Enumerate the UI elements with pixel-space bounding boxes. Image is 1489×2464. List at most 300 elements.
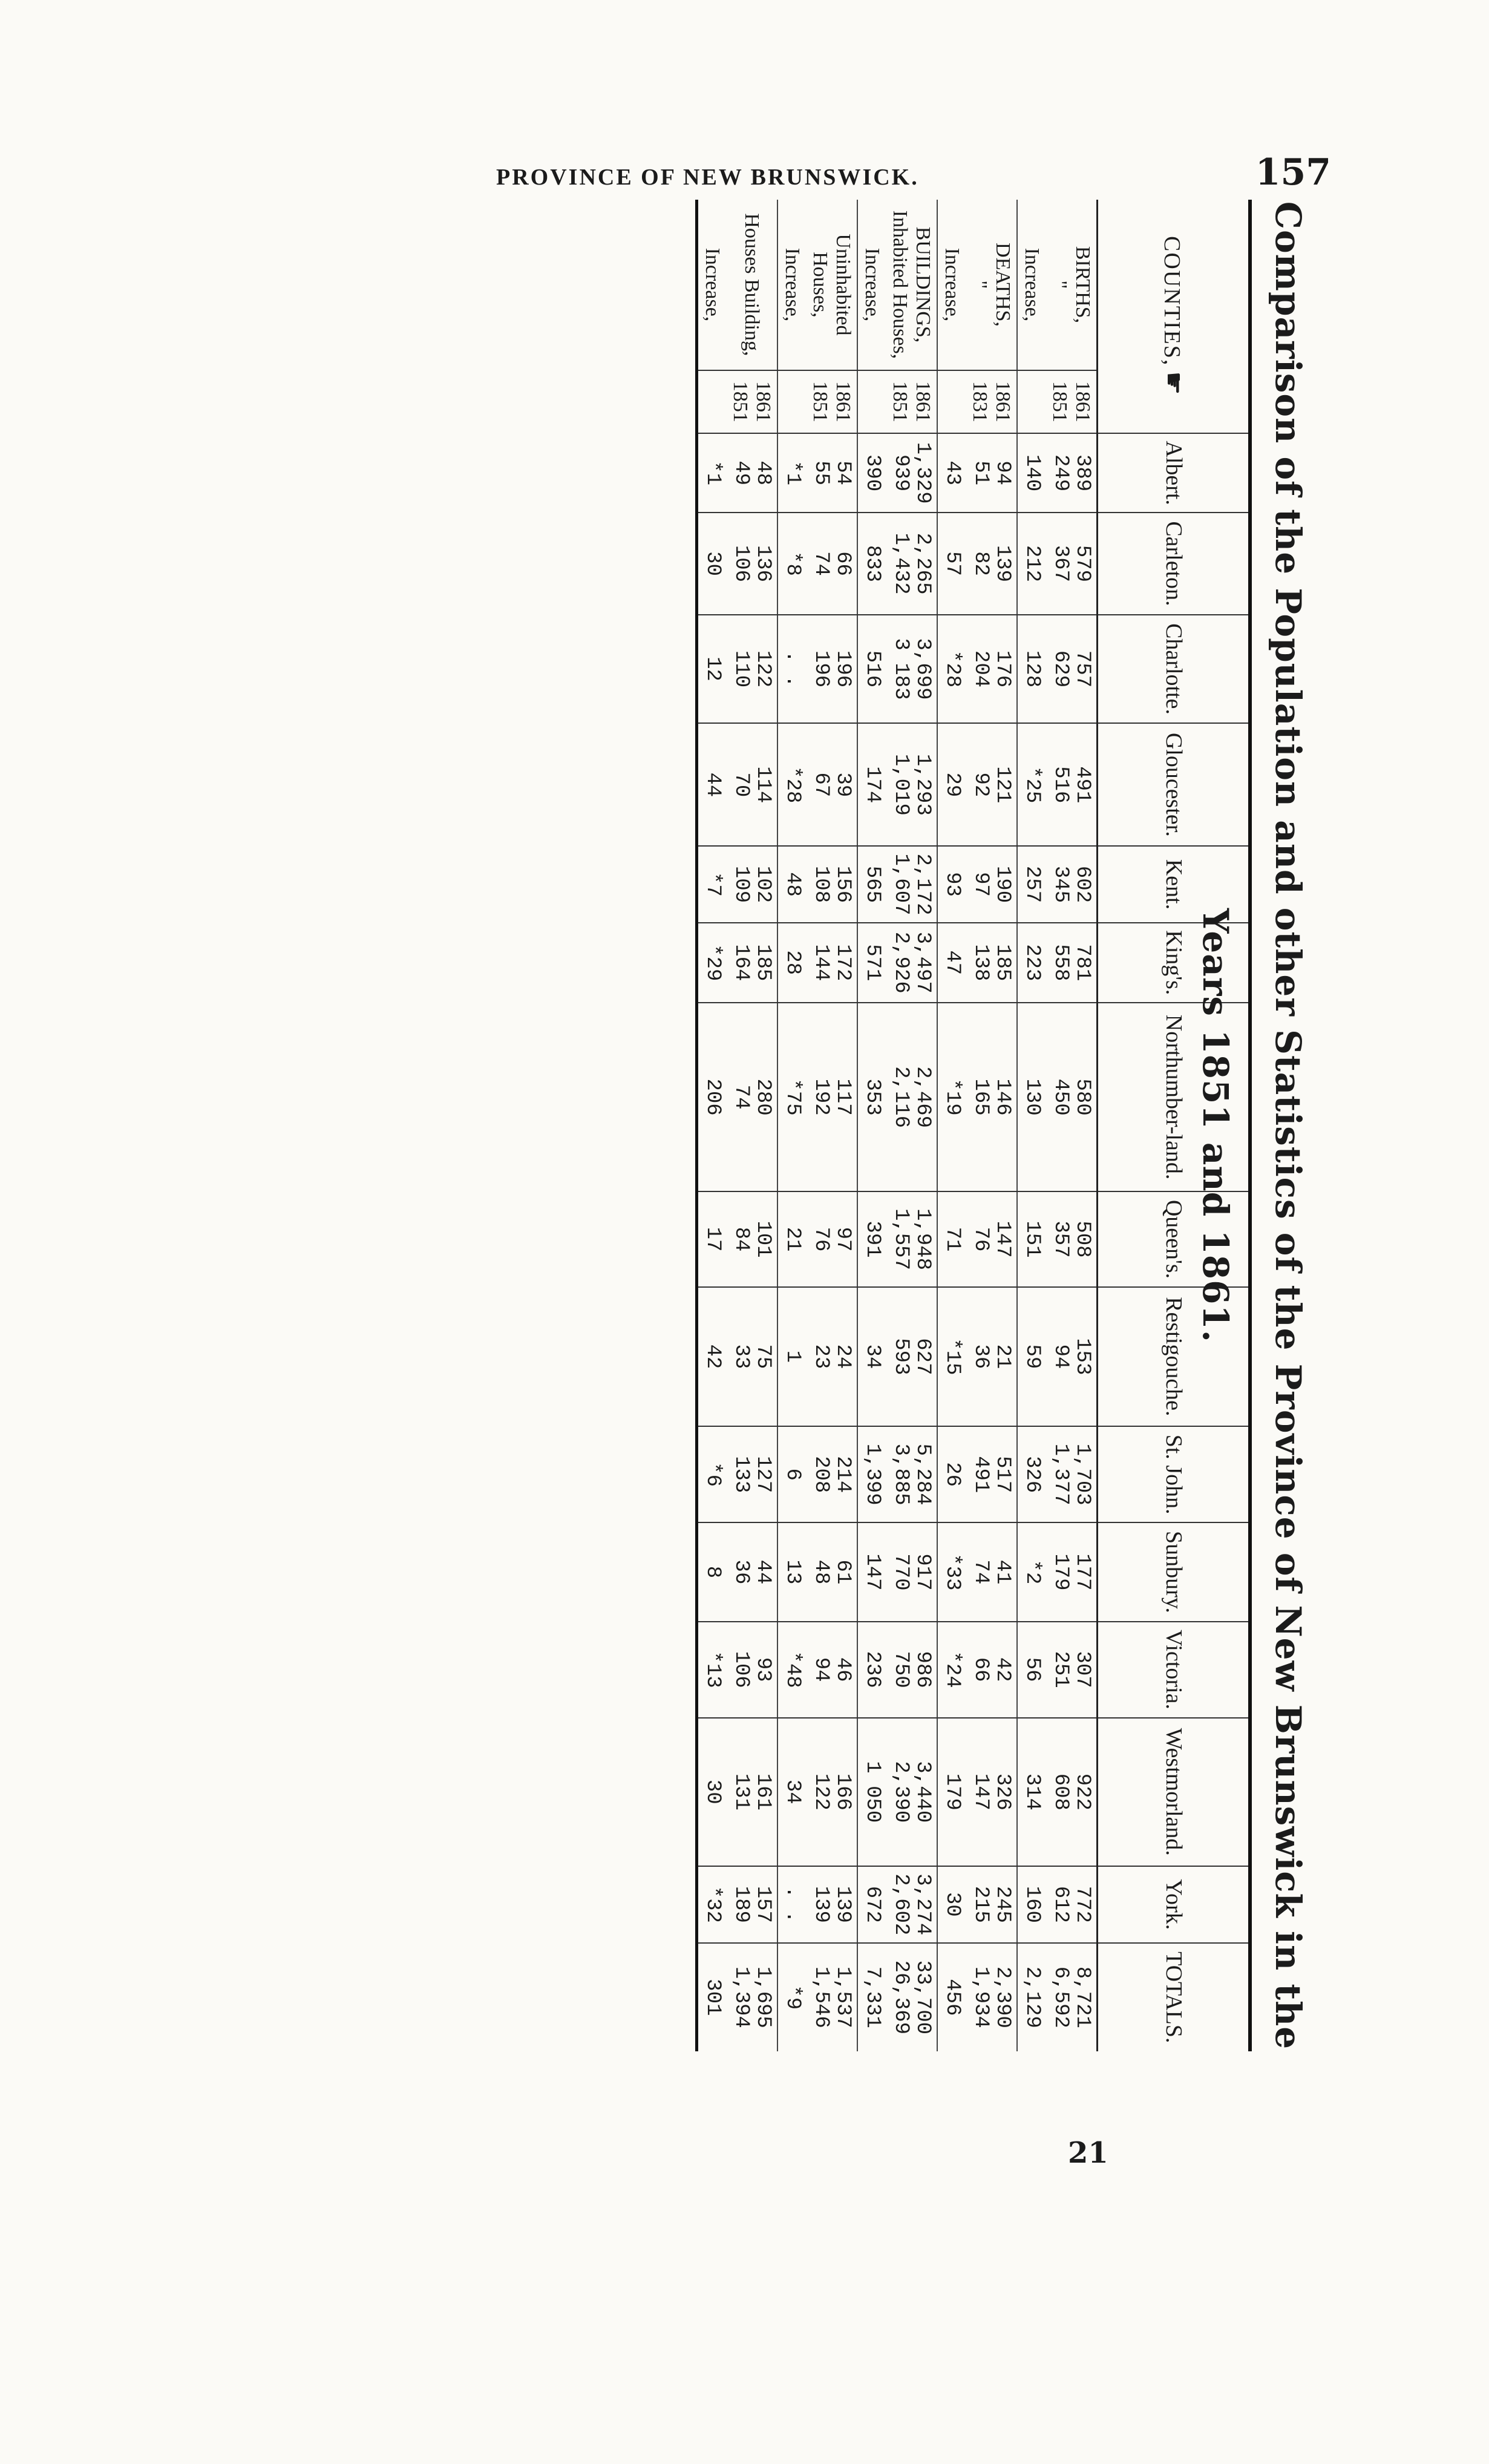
row-label — [726, 200, 777, 370]
cell-value: 781 — [1070, 944, 1094, 981]
cell-value: 770 — [889, 1553, 912, 1591]
cell-value: 390 — [860, 454, 884, 492]
cell-value: 345 — [1049, 865, 1072, 903]
data-cell — [886, 615, 937, 724]
data-cell — [1017, 1718, 1046, 1867]
cell-value: 172 — [831, 944, 854, 981]
column-header: Sunbury. — [1098, 1522, 1251, 1621]
cell-value: 280 — [751, 1078, 774, 1116]
data-cell — [1046, 723, 1098, 846]
data-cell — [937, 1191, 966, 1286]
cell-value: *75 — [780, 1078, 804, 1116]
cell-value: 236 — [860, 1651, 884, 1688]
row-label — [697, 200, 727, 370]
cell-value: *28 — [780, 766, 804, 804]
cell-value: 44 — [701, 772, 724, 798]
data-cell — [857, 1426, 886, 1522]
data-cell — [806, 615, 857, 724]
year-cell — [697, 370, 727, 433]
data-cell — [1046, 433, 1098, 513]
cell-value: 2,172 — [911, 853, 934, 916]
data-cell — [726, 1866, 777, 1943]
data-cell — [966, 1866, 1017, 1943]
year-cell — [857, 370, 886, 433]
cell-value: 33,700 — [911, 1960, 934, 2034]
cell-value: 206 — [701, 1078, 724, 1116]
row-label-text: Increase, — [701, 247, 724, 322]
cell-value: 1,948 — [911, 1208, 934, 1270]
cell-value: 517 — [990, 1456, 1014, 1493]
cell-value: 602 — [1070, 865, 1094, 903]
cell-value: 1,607 — [889, 853, 912, 916]
cell-value: 151 — [1020, 1221, 1044, 1258]
data-cell — [697, 1622, 727, 1718]
cell-value: 257 — [1020, 865, 1044, 903]
cell-value: 101 — [751, 1221, 774, 1258]
cell-value: 192 — [810, 1078, 833, 1116]
row-label — [857, 200, 886, 370]
cell-value: 156 — [831, 865, 854, 903]
data-cell — [966, 846, 1017, 923]
data-cell — [937, 923, 966, 1003]
cell-value: 367 — [1049, 545, 1072, 583]
data-cell — [806, 1622, 857, 1718]
cell-value: 185 — [990, 944, 1014, 981]
data-cell — [1017, 1943, 1046, 2051]
cell-value: 93 — [751, 1657, 774, 1682]
data-cell — [777, 1943, 806, 2051]
cell-value: 491 — [969, 1456, 992, 1493]
data-cell — [1046, 615, 1098, 724]
cell-value: 672 — [860, 1886, 884, 1923]
data-cell — [937, 513, 966, 614]
row-label-text: Uninhabited — [832, 234, 854, 336]
cell-value: 47 — [940, 950, 964, 975]
table-body — [697, 200, 1098, 2051]
row-label — [777, 200, 806, 370]
year-label: 1851 — [809, 381, 831, 422]
cell-value: 1,557 — [889, 1208, 912, 1270]
year-label: 1851 — [729, 381, 751, 422]
cell-value: 1,329 — [911, 442, 934, 504]
data-cell — [777, 923, 806, 1003]
row-label — [966, 200, 1017, 370]
cell-value: 97 — [831, 1227, 854, 1252]
data-cell — [726, 1191, 777, 1286]
data-cell — [937, 1866, 966, 1943]
data-cell — [1046, 1003, 1098, 1191]
cell-value: 8 — [701, 1565, 724, 1579]
cell-value: 67 — [810, 772, 833, 798]
data-cell — [726, 615, 777, 724]
cell-value: 3,274 — [911, 1873, 934, 1936]
row-label-text: Increase, — [781, 247, 803, 322]
cell-value: 30 — [701, 1779, 724, 1804]
cell-value: 59 — [1020, 1344, 1044, 1369]
data-cell — [937, 846, 966, 923]
data-cell — [1046, 1866, 1098, 1943]
data-cell — [966, 1287, 1017, 1426]
cell-value: 189 — [730, 1886, 753, 1923]
stub-header-label: COUNTIES, — [1159, 236, 1185, 367]
data-cell — [777, 1003, 806, 1191]
data-cell — [966, 923, 1017, 1003]
cell-value: 48 — [780, 872, 804, 897]
cell-value: 92 — [969, 772, 992, 798]
cell-value: 147 — [990, 1221, 1014, 1258]
cell-value: 76 — [810, 1227, 833, 1252]
table-row — [726, 200, 777, 2051]
pointing-hand-icon: ☛ — [1159, 371, 1189, 396]
cell-value: 627 — [911, 1338, 934, 1375]
data-cell — [1017, 723, 1046, 846]
data-cell — [857, 846, 886, 923]
data-cell — [777, 513, 806, 614]
cell-value: 29 — [940, 772, 964, 798]
data-cell — [806, 1718, 857, 1867]
year-label: 1861 — [752, 381, 774, 422]
cell-value: 110 — [730, 650, 753, 688]
cell-value: 71 — [940, 1227, 964, 1252]
data-cell — [777, 1622, 806, 1718]
data-cell — [697, 1718, 727, 1867]
cell-value: *1 — [780, 460, 804, 486]
cell-value: *13 — [701, 1651, 724, 1688]
data-cell — [886, 1522, 937, 1621]
cell-value: 580 — [1070, 1078, 1094, 1116]
cell-value: *19 — [940, 1078, 964, 1116]
cell-value: 245 — [990, 1886, 1014, 1923]
cell-value: 56 — [1020, 1657, 1044, 1682]
data-cell — [777, 846, 806, 923]
data-cell — [966, 1943, 1017, 2051]
cell-value: 757 — [1070, 650, 1094, 688]
cell-value: 301 — [701, 1979, 724, 2016]
cell-value: 51 — [969, 460, 992, 486]
row-label-text: Houses Building, — [741, 213, 763, 356]
running-head: PROVINCE OF NEW BRUNSWICK. — [496, 165, 919, 190]
cell-value: 30 — [940, 1892, 964, 1917]
cell-value: 1,293 — [911, 753, 934, 816]
data-cell — [1046, 513, 1098, 614]
cell-value: 97 — [969, 872, 992, 897]
data-cell — [777, 1191, 806, 1286]
cell-value: 177 — [1070, 1553, 1094, 1591]
data-cell — [966, 1003, 1017, 1191]
data-cell — [697, 433, 727, 513]
data-cell — [726, 1426, 777, 1522]
data-cell — [1017, 1287, 1046, 1426]
data-cell — [806, 1522, 857, 1621]
year-cell — [937, 370, 966, 433]
cell-value: 66 — [969, 1657, 992, 1682]
cell-value: 75 — [751, 1344, 774, 1369]
row-label-text: DEATHS, — [992, 243, 1014, 327]
cell-value: *25 — [1020, 766, 1044, 804]
cell-value: 612 — [1049, 1886, 1072, 1923]
cell-value: 2,390 — [990, 1966, 1014, 2028]
data-cell — [697, 615, 727, 724]
cell-value: 7,331 — [860, 1966, 884, 2028]
cell-value: *2 — [1020, 1559, 1044, 1585]
cell-value: 160 — [1020, 1886, 1044, 1923]
cell-value: 114 — [751, 766, 774, 804]
cell-value: 833 — [860, 545, 884, 583]
cell-value: 357 — [1049, 1221, 1072, 1258]
cell-value: 44 — [751, 1559, 774, 1585]
data-cell — [886, 1943, 937, 2051]
data-cell — [1046, 1191, 1098, 1286]
data-cell — [1017, 433, 1046, 513]
cell-value: 2,129 — [1020, 1966, 1044, 2028]
column-header: St. John. — [1098, 1426, 1251, 1522]
data-cell — [726, 1287, 777, 1426]
data-cell — [857, 1622, 886, 1718]
column-header: TOTALS. — [1098, 1943, 1251, 2051]
cell-value: 593 — [889, 1338, 912, 1375]
column-header: Albert. — [1098, 433, 1251, 513]
data-cell — [886, 1191, 937, 1286]
cell-value: 1,537 — [831, 1966, 854, 2028]
cell-value: 986 — [911, 1651, 934, 1688]
cell-value: 1 — [780, 1350, 804, 1363]
data-cell — [806, 1943, 857, 2051]
data-cell — [777, 433, 806, 513]
cell-value: 106 — [730, 545, 753, 583]
data-cell — [806, 1426, 857, 1522]
data-cell — [886, 923, 937, 1003]
data-cell — [726, 1718, 777, 1867]
column-header: Queen's. — [1098, 1191, 1251, 1286]
data-cell — [806, 923, 857, 1003]
cell-value: 1,695 — [751, 1966, 774, 2028]
cell-value: 139 — [810, 1886, 833, 1923]
data-cell — [777, 723, 806, 846]
year-cell — [1017, 370, 1046, 433]
cell-value: . . — [780, 650, 804, 688]
cell-value: 307 — [1070, 1651, 1094, 1688]
cell-value: 13 — [780, 1559, 804, 1585]
cell-value: 21 — [780, 1227, 804, 1252]
cell-value: *7 — [701, 872, 724, 897]
data-cell — [966, 433, 1017, 513]
cell-value: 3 183 — [889, 638, 912, 700]
cell-value: 139 — [990, 545, 1014, 583]
data-cell — [697, 1191, 727, 1286]
cell-value: *33 — [940, 1553, 964, 1591]
cell-value: 46 — [831, 1657, 854, 1682]
data-cell — [777, 1426, 806, 1522]
data-cell — [1017, 1866, 1046, 1943]
data-cell — [806, 723, 857, 846]
cell-value: 571 — [860, 944, 884, 981]
cell-value: 5,284 — [911, 1443, 934, 1506]
cell-value: 223 — [1020, 944, 1044, 981]
data-cell — [1046, 1426, 1098, 1522]
cell-value: 66 — [831, 551, 854, 576]
cell-value: 608 — [1049, 1773, 1072, 1810]
year-cell — [886, 370, 937, 433]
data-cell — [697, 1866, 727, 1943]
row-label-text: Increase, — [861, 247, 883, 322]
cell-value: 34 — [780, 1779, 804, 1804]
cell-value: 579 — [1070, 545, 1094, 583]
cell-value: 94 — [990, 460, 1014, 486]
cell-value: 122 — [751, 650, 774, 688]
table-row — [886, 200, 937, 2051]
data-cell — [1017, 513, 1046, 614]
cell-value: 1,934 — [969, 1966, 992, 2028]
data-cell — [937, 723, 966, 846]
data-cell — [806, 433, 857, 513]
cell-value: 196 — [810, 650, 833, 688]
year-label: 1861 — [912, 381, 934, 422]
cell-value: 23 — [810, 1344, 833, 1369]
cell-value: 102 — [751, 865, 774, 903]
cell-value: 491 — [1070, 766, 1094, 804]
page-number: 157 — [1255, 151, 1331, 194]
table-row — [857, 200, 886, 2051]
data-cell — [886, 1426, 937, 1522]
year-label: 1831 — [969, 381, 991, 422]
data-cell — [697, 723, 727, 846]
row-label — [937, 200, 966, 370]
data-cell — [1017, 923, 1046, 1003]
cell-value: 146 — [990, 1078, 1014, 1116]
column-header: Charlotte. — [1098, 615, 1251, 724]
cell-value: 772 — [1070, 1886, 1094, 1923]
row-label — [1046, 200, 1098, 370]
cell-value: 174 — [860, 766, 884, 804]
data-cell — [726, 513, 777, 614]
data-cell — [857, 433, 886, 513]
data-cell — [806, 1003, 857, 1191]
cell-value: 76 — [969, 1227, 992, 1252]
cell-value: *6 — [701, 1462, 724, 1487]
rotated-table-block — [193, 200, 1324, 2051]
cell-value: . . — [780, 1886, 804, 1923]
cell-value: 161 — [751, 1773, 774, 1810]
cell-value: *29 — [701, 944, 724, 981]
row-sublabel-text: " — [969, 280, 991, 289]
data-cell — [1017, 1003, 1046, 1191]
cell-value: 136 — [751, 545, 774, 583]
cell-value: 109 — [730, 865, 753, 903]
cell-value: *24 — [940, 1651, 964, 1688]
data-cell — [777, 615, 806, 724]
cell-value: 204 — [969, 650, 992, 688]
row-label — [806, 200, 857, 370]
cell-value: 42 — [701, 1344, 724, 1369]
cell-value: 3,699 — [911, 638, 934, 700]
year-label: 1861 — [992, 381, 1014, 422]
cell-value: 1,019 — [889, 753, 912, 816]
data-cell — [937, 615, 966, 724]
cell-value: 41 — [990, 1559, 1014, 1585]
data-cell — [857, 723, 886, 846]
cell-value: 1,432 — [889, 532, 912, 595]
data-cell — [937, 1522, 966, 1621]
cell-value: 48 — [751, 460, 774, 486]
cell-value: 3,497 — [911, 931, 934, 994]
cell-value: 3,440 — [911, 1761, 934, 1823]
year-cell — [966, 370, 1017, 433]
table-title: Comparison of the Population and other Statistics of the Province of New Brunswick in the Years 1851 and 1861. — [1195, 201, 1309, 2050]
cell-value: 108 — [810, 865, 833, 903]
cell-value: 2,469 — [911, 1066, 934, 1129]
cell-value: 127 — [751, 1456, 774, 1493]
row-sublabel-text: " — [1049, 280, 1071, 289]
cell-value: 1,377 — [1049, 1443, 1072, 1506]
cell-value: 122 — [810, 1773, 833, 1810]
data-cell — [726, 846, 777, 923]
data-cell — [886, 1287, 937, 1426]
cell-value: *9 — [780, 1985, 804, 2010]
cell-value: 185 — [751, 944, 774, 981]
data-cell — [806, 1191, 857, 1286]
data-cell — [1046, 923, 1098, 1003]
cell-value: 165 — [969, 1078, 992, 1116]
cell-value: 922 — [1070, 1773, 1094, 1810]
column-header: Westmorland. — [1098, 1718, 1251, 1867]
cell-value: 144 — [810, 944, 833, 981]
row-label-text: BIRTHS, — [1072, 246, 1094, 324]
cell-value: 353 — [860, 1078, 884, 1116]
cell-value: 74 — [969, 1559, 992, 1585]
data-cell — [966, 1522, 1017, 1621]
data-cell — [1046, 1287, 1098, 1426]
column-header: Kent. — [1098, 846, 1251, 923]
data-cell — [857, 1287, 886, 1426]
cell-value: 558 — [1049, 944, 1072, 981]
data-cell — [886, 1003, 937, 1191]
data-cell — [966, 1426, 1017, 1522]
cell-value: 2,390 — [889, 1761, 912, 1823]
cell-value: 1 050 — [860, 1761, 884, 1823]
cell-value: 74 — [810, 551, 833, 576]
cell-value: 54 — [831, 460, 854, 486]
data-cell — [857, 923, 886, 1003]
cell-value: *32 — [701, 1886, 724, 1923]
signature-mark: 21 — [1068, 2136, 1108, 2170]
cell-value: 196 — [831, 650, 854, 688]
data-cell — [886, 1622, 937, 1718]
table-row — [966, 200, 1017, 2051]
table-row — [937, 200, 966, 2051]
data-cell — [806, 513, 857, 614]
column-header: King's. — [1098, 923, 1251, 1003]
cell-value: 147 — [860, 1553, 884, 1591]
data-cell — [1046, 1943, 1098, 2051]
table-row — [806, 200, 857, 2051]
cell-value: 179 — [1049, 1553, 1072, 1591]
cell-value: 326 — [1020, 1456, 1044, 1493]
data-cell — [886, 433, 937, 513]
data-cell — [937, 1426, 966, 1522]
cell-value: 117 — [831, 1078, 854, 1116]
data-cell — [1017, 1622, 1046, 1718]
cell-value: 106 — [730, 1651, 753, 1688]
year-label: 1861 — [1072, 381, 1094, 422]
cell-value: 70 — [730, 772, 753, 798]
cell-value: 28 — [780, 950, 804, 975]
data-cell — [857, 1191, 886, 1286]
year-cell — [777, 370, 806, 433]
cell-value: *15 — [940, 1338, 964, 1375]
cell-value: 6,592 — [1049, 1966, 1072, 2028]
year-cell — [726, 370, 777, 433]
cell-value: 1,546 — [810, 1966, 833, 2028]
